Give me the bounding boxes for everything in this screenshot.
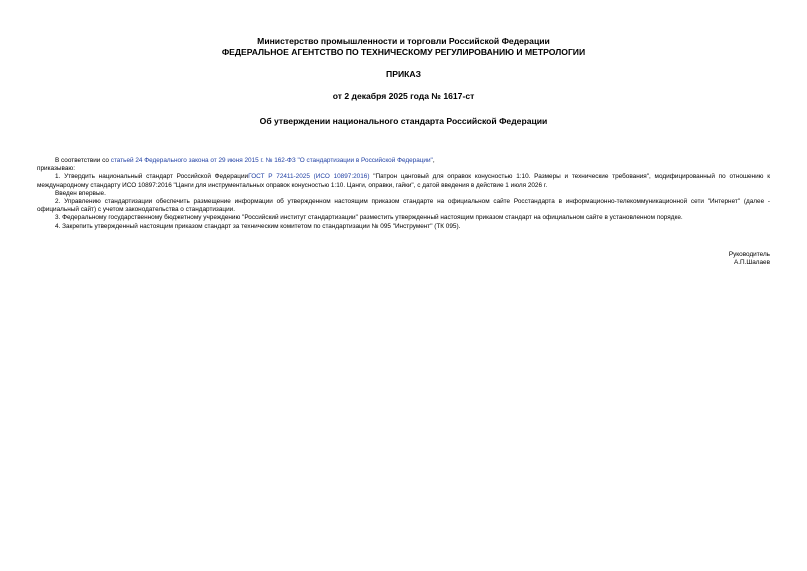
item-2-paragraph: 2. Управлению стандартизации обеспечить размещение информации об утвержденном настоящим приказом стандарте на официальном сайте Росстандарта в информационно-телекоммуникационной сети "Интернет" (далее - официальный сайт) с учетом законодательства о стандартизации.	[37, 198, 770, 214]
document-type: ПРИКАЗ	[386, 69, 421, 79]
item-4-paragraph: 4. Закрепить утвержденный настоящим приказом стандарт за техническим комитетом по стандартизации № 095 "Инструмент" (ТК 095).	[55, 222, 461, 230]
signature-block	[729, 251, 770, 267]
document-subject: Об утверждении национального стандарта Российской Федерации	[259, 116, 548, 126]
gost-standard-link[interactable]: ГОСТ Р 72411-2025 (ИСО 10897:2016)	[248, 173, 370, 181]
signature-name: А.П.Шалаев	[733, 259, 770, 267]
intro-prefix: В соответствии со	[55, 157, 111, 164]
ministry-name: Министерство промышленности и торговли Российской Федерации	[257, 36, 550, 46]
item-1-paragraph	[37, 173, 770, 189]
item-3-paragraph: 3. Федеральному государственному бюджетному учреждению "Российский институт стандартизации" разместить утвержденный настоящим приказом стандарт на официальном сайте в установленном порядке.	[55, 214, 683, 222]
item-1-suffix: "Патрон цанговый для оправок конусностью 1:10. Размеры и технические требования", модифицированный по отношению к международному стандарту ИСО 10897:2016 "Цанги для инструментальных оправок конусностью 1:10. Цанги, оправки, гайки", с датой введения в действие 1 июля 2026 г.	[37, 173, 770, 189]
document-date-number: от 2 декабря 2025 года № 1617-ст	[332, 91, 475, 101]
document-body	[37, 157, 770, 231]
federal-law-link[interactable]: статьей 24 Федерального закона от 29 июня 2015 г. № 162-ФЗ "О стандартизации в Российской Федерации"	[110, 157, 433, 164]
item-1-prefix: 1. Утвердить национальный стандарт Российской Федерации	[55, 173, 249, 181]
agency-name: ФЕДЕРАЛЬНОЕ АГЕНТСТВО ПО ТЕХНИЧЕСКОМУ РЕГУЛИРОВАНИЮ И МЕТРОЛОГИИ	[221, 47, 586, 57]
intro-suffix: ,	[432, 157, 435, 164]
introduced-first-line: Введен впервые.	[55, 189, 106, 197]
orders-line: приказываю:	[37, 165, 75, 173]
intro-paragraph	[37, 157, 770, 165]
signature-title: Руководитель	[728, 251, 770, 258]
